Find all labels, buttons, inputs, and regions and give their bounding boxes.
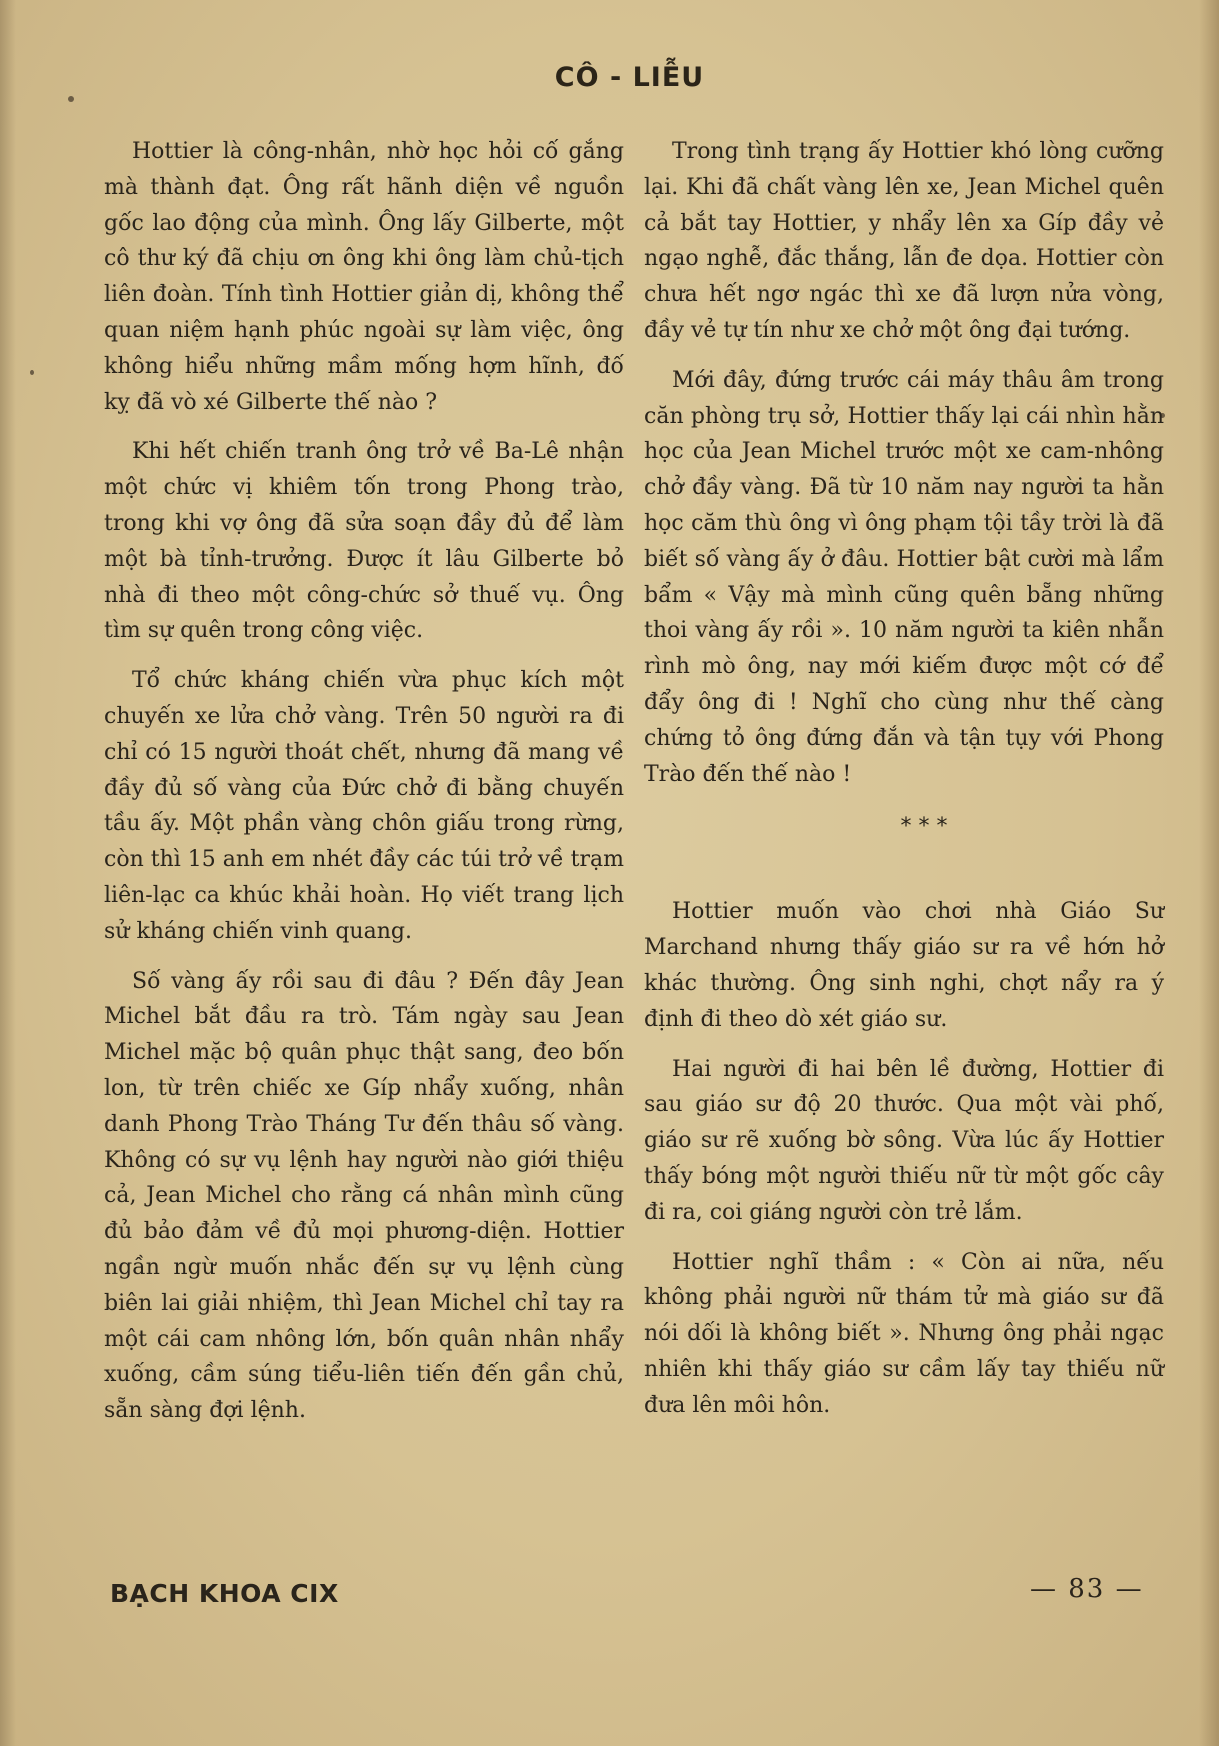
publication-footer: BẠCH KHOA CIX <box>110 1579 339 1608</box>
page-edge-right <box>1199 0 1219 1746</box>
paragraph: Hottier nghĩ thầm : « Còn ai nữa, nếu không phải người nữ thám tử mà giáo sư đã nói dối là không biết ». Nhưng ông phải ngạc nhiên khi thấy giáo sư cầm lấy tay thiếu nữ đưa lên môi hôn. <box>644 1249 1164 1418</box>
page-header <box>0 62 1219 93</box>
paragraph: Tổ chức kháng chiến vừa phục kích một chuyến xe lửa chở vàng. Trên 50 người ra đi chỉ có 15 người thoát chết, nhưng đã mang về đầy đủ số vàng của Đức chở đi bằng chuyến tầu ấy. Một phần vàng chôn giấu trong rừng, còn thì 15 anh em nhét đầy các túi trở về trạm liên-lạc ca khúc khải hoàn. Họ viết trang lịch sử kháng chiến vinh quang. <box>104 668 624 944</box>
page-number: — 83 — <box>1030 1574 1144 1604</box>
ink-spot <box>68 96 74 102</box>
page-edge-left <box>0 0 16 1746</box>
right-column <box>644 134 1164 1438</box>
ink-spot <box>30 370 34 375</box>
section-separator: * * * <box>900 814 948 840</box>
header-title: CÔ - LIỄU <box>554 62 705 93</box>
left-column <box>104 134 624 1443</box>
paragraph: Hottier là công-nhân, nhờ học hỏi cố gắng mà thành đạt. Ông rất hãnh diện về nguồn gốc lao động của mình. Ông lấy Gilberte, một cô thư ký đã chịu ơn ông khi ông làm chủ-tịch liên đoàn. Tính tình Hottier giản dị, không thể quan niệm hạnh phúc ngoài sự làm việc, ông không hiểu những mầm mống hợm hĩnh, đố kỵ đã vò xé Gilberte thế nào ? <box>104 139 624 415</box>
paragraph: Hai người đi hai bên lề đường, Hottier đi sau giáo sư độ 20 thước. Qua một vài phố, giáo sư rẽ xuống bờ sông. Vừa lúc ấy Hottier thấy bóng một người thiếu nữ từ một gốc cây đi ra, coi giáng người còn trẻ lắm. <box>644 1056 1164 1225</box>
paragraph: Mới đây, đứng trước cái máy thâu âm trong căn phòng trụ sở, Hottier thấy lại cái nhìn hằn học của Jean Michel trước một xe cam-nhông chở đầy vàng. Đã từ 10 năm nay người ta hằn học căm thù ông vì ông phạm tội tầy trời là đã biết số vàng ấy ở đâu. Hottier bật cười mà lẩm bẩm « Vậy mà mình cũng quên bẵng những thoi vàng ấy rồi ». 10 năm người ta kiên nhẫn rình mò ông, nay mới kiếm được một cớ để đẩy ông đi ! Nghĩ cho cùng như thế càng chứng tỏ ông đứng đắn và tận tụy với Phong Trào đến thế nào ! <box>644 367 1164 787</box>
paragraph: Số vàng ấy rồi sau đi đâu ? Đến đây Jean Michel bắt đầu ra trò. Tám ngày sau Jean Michel mặc bộ quân phục thật sang, đeo bốn lon, từ trên chiếc xe Gíp nhẩy xuống, nhân danh Phong Trào Tháng Tư đến thâu số vàng. Không có sự vụ lệnh hay người nào giới thiệu cả, Jean Michel cho rằng cá nhân mình cũng đủ bảo đảm về đủ mọi phương-diện. Hottier ngần ngừ muốn nhắc đến sự vụ lệnh cùng biên lai giải nhiệm, thì Jean Michel chỉ tay ra một cái cam nhông lớn, bốn quân nhân nhẩy xuống, cầm súng tiểu-liên tiến đến gần chủ, sẵn sàng đợi lệnh. <box>104 968 624 1424</box>
paragraph: Trong tình trạng ấy Hottier khó lòng cưỡng lại. Khi đã chất vàng lên xe, Jean Michel quên cả bắt tay Hottier, y nhẩy lên xa Gíp đầy vẻ ngạo nghễ, đắc thắng, lẫn đe dọa. Hottier còn chưa hết ngơ ngác thì xe đã lượn nửa vòng, đầy vẻ tự tín như xe chở một ông đại tướng. <box>644 139 1164 343</box>
paragraph: Khi hết chiến tranh ông trở về Ba-Lê nhận một chức vị khiêm tốn trong Phong trào, trong khi vợ ông đã sửa soạn đầy đủ để làm một bà tỉnh-trưởng. Được ít lâu Gilberte bỏ nhà đi theo một công-chức sở thuế vụ. Ông tìm sự quên trong công việc. <box>104 439 624 644</box>
paragraph: Hottier muốn vào chơi nhà Giáo Sư Marchand nhưng thấy giáo sư ra về hớn hở khác thường. Ông sinh nghi, chợt nẩy ra ý định đi theo dò xét giáo sư. <box>644 899 1164 1032</box>
